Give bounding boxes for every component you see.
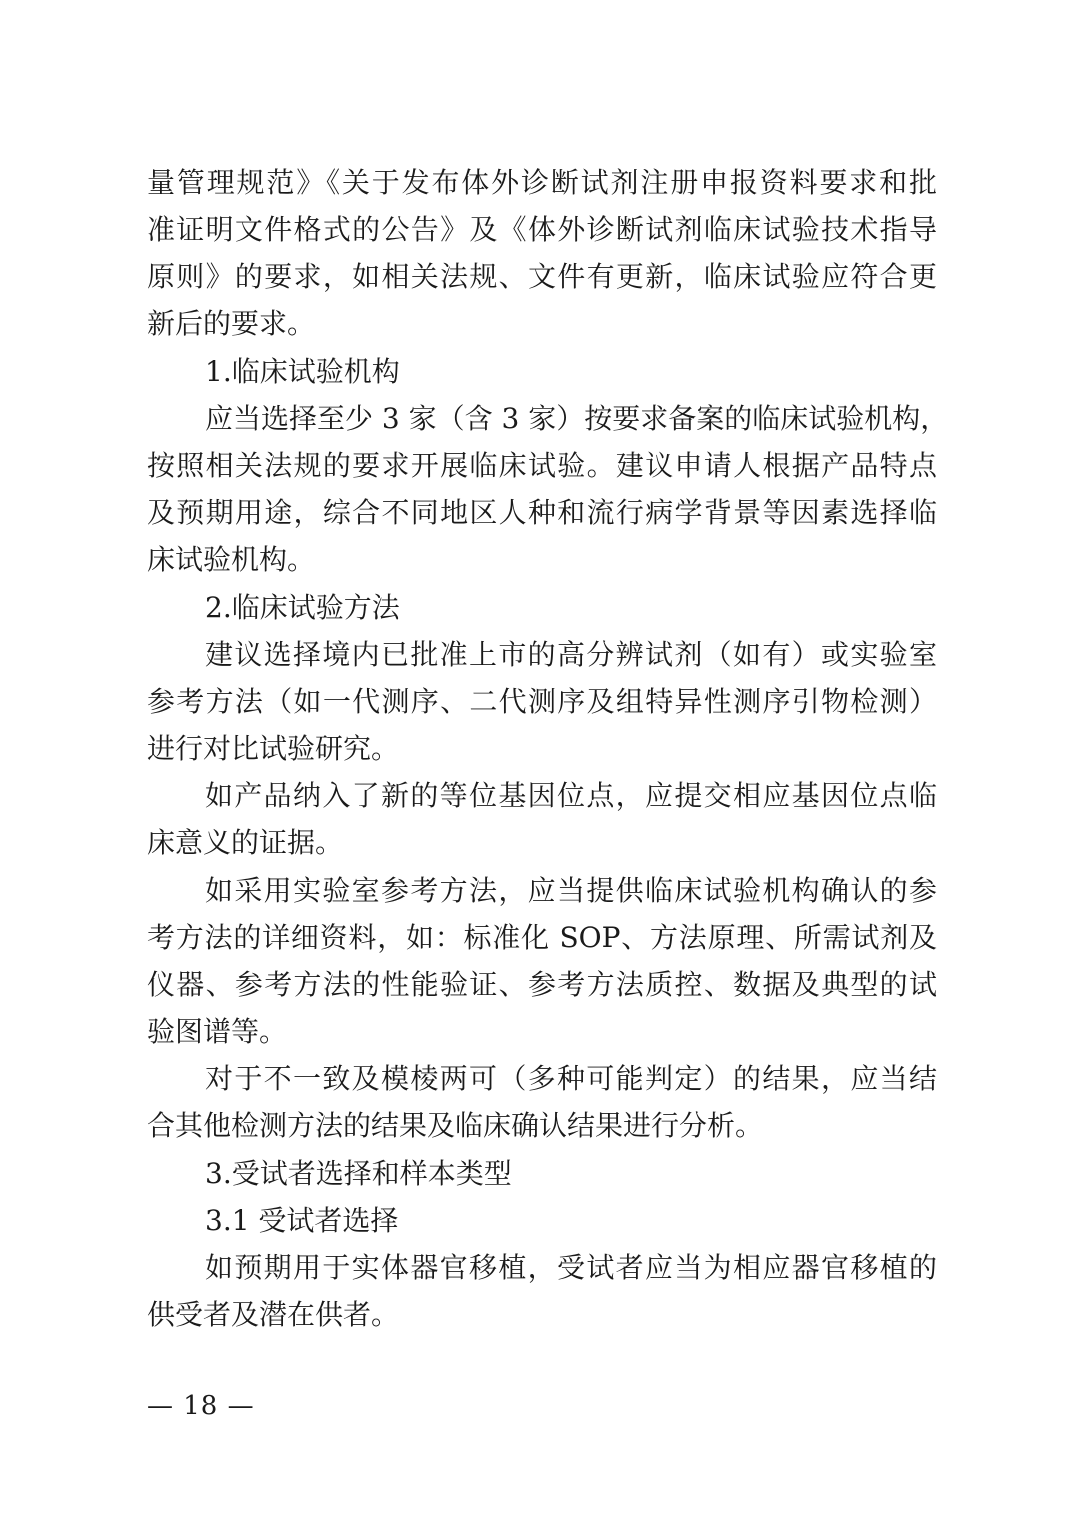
paragraph-line: 考方法的详细资料，如：标准化 SOP、方法原理、所需试剂及 [147,921,937,954]
paragraph-line: 建议选择境内已批准上市的高分辨试剂（如有）或实验室 [205,638,937,671]
section-heading: 2.临床试验方法 [205,591,400,624]
paragraph-line: 如预期用于实体器官移植，受试者应当为相应器官移植的 [205,1251,937,1284]
paragraph-line: 准证明文件格式的公告》及《体外诊断试剂临床试验技术指导 [147,213,937,246]
paragraph-line: 仪器、参考方法的性能验证、参考方法质控、数据及典型的试 [147,968,937,1001]
paragraph-line: 对于不一致及模棱两可（多种可能判定）的结果，应当结 [205,1062,937,1095]
paragraph-line: 床试验机构。 [147,543,316,576]
paragraph-line: 如采用实验室参考方法，应当提供临床试验机构确认的参 [205,874,937,907]
paragraph-line: 床意义的证据。 [147,826,344,859]
page-number: — 18 — [147,1391,255,1421]
section-heading: 1.临床试验机构 [205,355,400,388]
paragraph-line: 进行对比试验研究。 [147,732,400,765]
paragraph-line: 应当选择至少 3 家（含 3 家）按要求备案的临床试验机构， [205,402,949,435]
section-heading: 3.受试者选择和样本类型 [205,1157,512,1190]
paragraph-line: 供受者及潜在供者。 [147,1298,400,1331]
paragraph-line: 原则》的要求，如相关法规、文件有更新，临床试验应符合更 [147,260,937,293]
paragraph-line: 及预期用途，综合不同地区人种和流行病学背景等因素选择临 [147,496,937,529]
paragraph-line: 新后的要求。 [147,307,316,340]
paragraph-line: 验图谱等。 [147,1015,288,1048]
paragraph-line: 如产品纳入了新的等位基因位点，应提交相应基因位点临 [205,779,937,812]
paragraph-line: 合其他检测方法的结果及临床确认结果进行分析。 [147,1109,764,1142]
paragraph-line: 量管理规范》《关于发布体外诊断试剂注册申报资料要求和批 [147,166,937,199]
paragraph-line: 参考方法（如一代测序、二代测序及组特异性测序引物检测） [147,685,937,718]
subsection-heading: 3.1 受试者选择 [205,1204,399,1237]
paragraph-line: 按照相关法规的要求开展临床试验。建议申请人根据产品特点 [147,449,937,482]
